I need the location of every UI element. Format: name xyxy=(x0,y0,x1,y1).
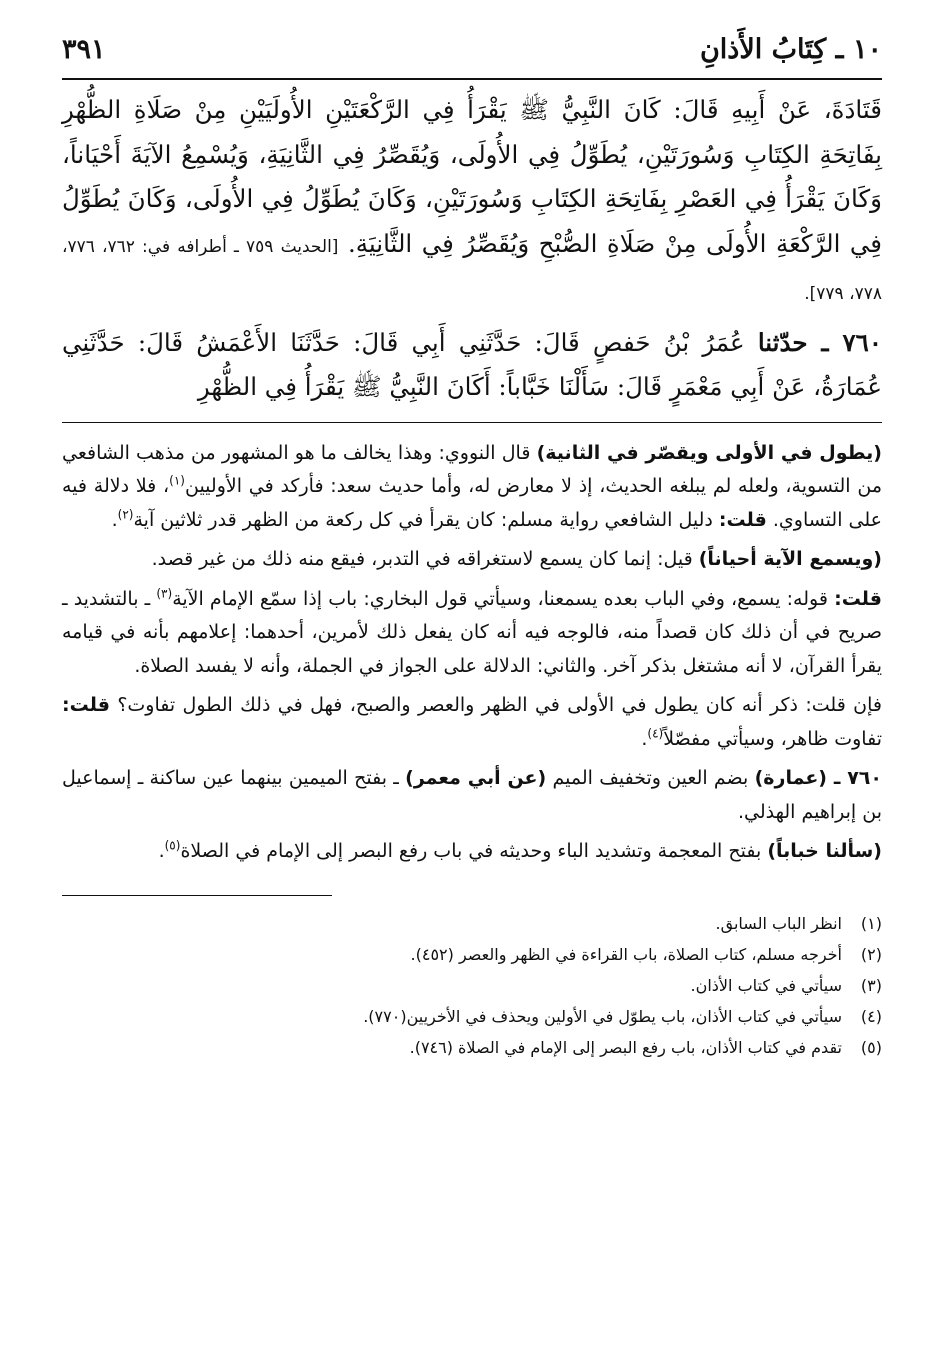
footnote-number: (١) xyxy=(860,913,882,933)
commentary-paragraph xyxy=(62,437,882,538)
footnote xyxy=(62,1001,882,1032)
page-header xyxy=(62,30,882,80)
hadith-759 xyxy=(62,88,882,317)
commentary-bold: قلت: xyxy=(62,694,110,716)
commentary-end: . xyxy=(641,727,648,750)
commentary-lead: (ويسمع الآية أحياناً) xyxy=(698,548,882,570)
commentary-text: بضم العين وتخفيف الميم xyxy=(552,767,749,789)
commentary-lead: قلت: xyxy=(834,587,883,610)
commentary-block xyxy=(62,437,882,869)
commentary-lead: (سألنا خباباً) xyxy=(767,840,882,862)
footnote-number: (٥) xyxy=(860,1037,882,1057)
commentary-lead: ٧٦٠ ـ (عمارة) xyxy=(754,767,882,789)
footnote-ref: (٤) xyxy=(647,726,664,741)
footnote-number: (٣) xyxy=(860,975,882,995)
footnote-text: تقدم في كتاب الأذان، باب رفع البصر إلى الإمام في الصلاة (٧٤٦). xyxy=(409,1037,842,1057)
footnote xyxy=(62,908,882,939)
footnote-text: أخرجه مسلم، كتاب الصلاة، باب القراءة في الظهر والعصر (٤٥٢). xyxy=(410,944,842,964)
commentary-text: بفتح المعجمة وتشديد الباء وحديثه في باب رفع البصر إلى الإمام في الصلاة xyxy=(180,840,762,862)
chapter-title: ١٠ ـ كِتَابُ الأَذانِ xyxy=(699,34,882,65)
commentary-text: قوله: يسمع، وفي الباب بعده يسمعنا، وسيأتي قول البخاري: باب إذا سمّع الإمام الآية xyxy=(172,587,828,610)
commentary-text: قال النووي: وهذا يخالف ما هو المشهور من مذهب الشافعي من التسوية، ولعله لم يبلغه الحديث، إذ لا معارض له، وأما حديث سعد: فأركد في الأوليين xyxy=(62,441,882,497)
footnote xyxy=(62,970,882,1001)
footnote-divider xyxy=(62,895,332,896)
footnote xyxy=(62,1032,882,1063)
hadith-760-text: عُمَرُ بْنُ حَفصٍ قَالَ: حَدَّثَنِي أَبِي قَالَ: حَدَّثَنَا الأَعْمَشُ قَالَ: حَدَّثَنِي عُمَارَةُ، عَنْ أَبِي مَعْمَرٍ قَالَ: سَأَلْنَا خَبَّاباً: أَكَانَ النَّبِيُّ ﷺ يَقْرَأُ فِي الظُّهْرِ xyxy=(62,327,882,401)
footnote-ref: (٣) xyxy=(156,586,173,601)
hadith-760-number: ٧٦٠ ـ حدّثنا xyxy=(757,327,882,357)
footnote-ref: (١) xyxy=(169,473,185,488)
commentary-paragraph xyxy=(62,762,882,829)
footnote-text: انظر الباب السابق. xyxy=(715,913,842,933)
hadith-text-block xyxy=(62,88,882,410)
commentary-lead: (يطول في الأولى ويقصّر في الثانية) xyxy=(536,441,882,464)
commentary-paragraph xyxy=(62,543,882,577)
section-divider xyxy=(62,422,882,423)
commentary-text: ـ بفتح الميمين بينهما عين ساكنة ـ إسماعيل بن إبراهيم الهذلي. xyxy=(62,767,882,823)
footnote-number: (٢) xyxy=(860,944,882,964)
hadith-759-reference: [الحديث ٧٥٩ ـ أطرافه في: ٧٦٢، ٧٧٦، ٧٧٨، ٧٧٩]. xyxy=(62,236,882,304)
commentary-paragraph xyxy=(62,835,882,869)
hadith-760 xyxy=(62,321,882,410)
commentary-text: تفاوت ظاهر، وسيأتي مفصّلاً xyxy=(663,727,882,750)
commentary-paragraph xyxy=(62,583,882,684)
commentary-end: . xyxy=(158,840,165,862)
footnote-number: (٤) xyxy=(860,1006,882,1026)
commentary-bold: (عن أبي معمر) xyxy=(405,767,547,789)
commentary-text: دليل الشافعي رواية مسلم: كان يقرأ في كل ركعة من الظهر قدر ثلاثين آية xyxy=(133,508,713,531)
footnote-text: سيأتي في كتاب الأذان. xyxy=(690,975,842,995)
footnotes xyxy=(62,908,882,1063)
book-page xyxy=(62,30,882,1063)
footnote-ref: (٢) xyxy=(117,507,134,522)
page-number: ٣٩١ xyxy=(62,34,106,65)
commentary-paragraph xyxy=(62,689,882,756)
commentary-text: ، فلا دلالة فيه على التساوي. xyxy=(62,475,882,531)
commentary-text: قيل: إنما كان يسمع لاستغراقه في التدبر، فيقع منه ذلك من غير قصد. xyxy=(151,548,693,570)
commentary-text: ـ بالتشديد ـ صريح في أن ذلك كان قصداً منه، فالوجه فيه أنه كان يفعل ذلك لأمرين، أحدهما: إعلامهم بأنه في قيامه يقرأ القرآن، لا أنه مشتغل بذكر آخر. والثاني: الدلالة على الجواز في الجملة، وأنه لا يفسد الصلاة. xyxy=(62,587,882,677)
footnote-ref: (٥) xyxy=(164,838,181,853)
footnote xyxy=(62,939,882,970)
commentary-end: . xyxy=(111,508,118,531)
commentary-text: فإن قلت: ذكر أنه كان يطول في الأولى في الظهر والعصر والصبح، فهل في ذلك الطول تفاوت؟ xyxy=(117,694,882,716)
hadith-759-text: قَتَادَةَ، عَنْ أَبِيهِ قَالَ: كَانَ النَّبِيُّ ﷺ يَقْرَأُ فِي الرَّكْعَتَيْنِ الأُولَيَيْنِ مِنْ صَلَاةِ الظُّهْرِ بِفَاتِحَةِ الكِتَابِ وَسُورَتَيْنِ، يُطَوِّلُ فِي الأُولَى، وَيُقَصِّرُ فِي الثَّانِيَةِ، وَيُسْمِعُ الآيَةَ أَحْيَاناً، وَكَانَ يَقْرَأُ فِي العَصْرِ بِفَاتِحَةِ الكِتَابِ وَسُورَتَيْنِ، وَكَانَ يُطَوِّلُ فِي الأُولَى، وَكَانَ يُطَوِّلُ فِي الرَّكْعَةِ الأُولَى مِنْ صَلَاةِ الصُّبْحِ وَيُقَصِّرُ فِي الثَّانِيَةِ. xyxy=(62,95,883,258)
footnote-text: سيأتي في كتاب الأذان، باب يطوّل في الأولين ويحذف في الأخريين(٧٧٠). xyxy=(363,1006,842,1026)
commentary-bold: قلت: xyxy=(718,508,767,531)
